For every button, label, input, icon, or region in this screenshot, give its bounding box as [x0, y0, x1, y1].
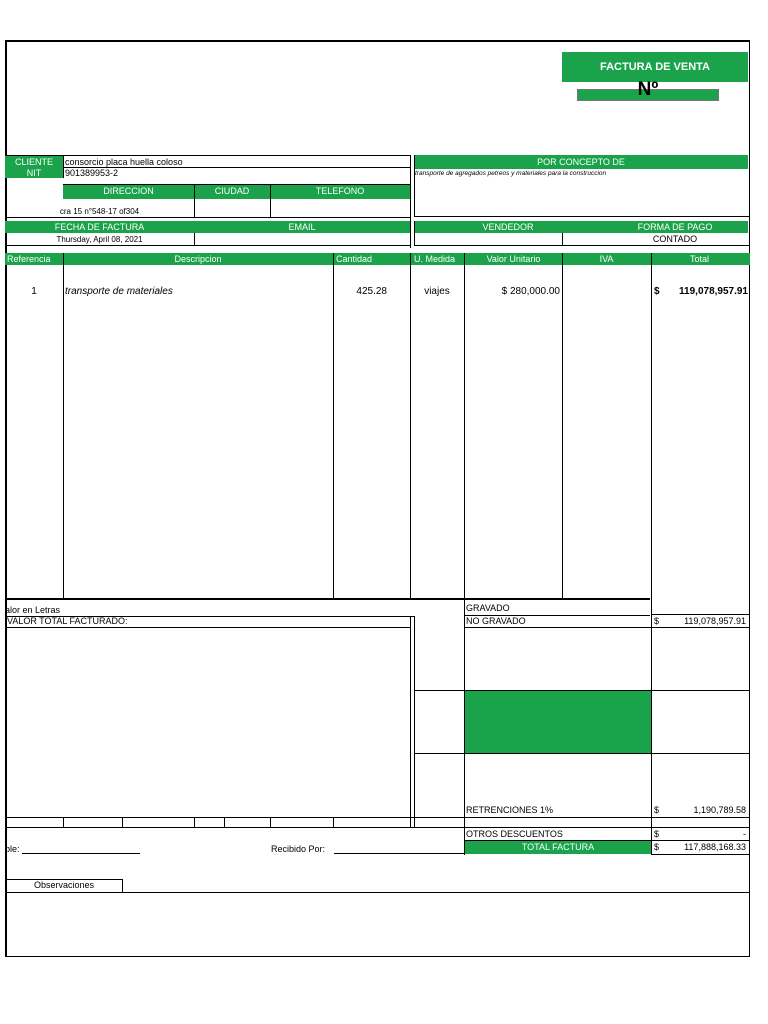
invoice-title: FACTURA DE VENTA	[600, 61, 710, 73]
valor-letras-label: alor en Letras	[5, 605, 61, 615]
retenciones-label: RETRENCIONES 1%	[466, 805, 554, 815]
row-unit-price: $ 280,000.00	[501, 286, 560, 297]
forma-pago-value: CONTADO	[652, 234, 698, 244]
otros-symbol: $	[654, 829, 660, 839]
col-iva: IVA	[599, 254, 614, 264]
fecha-value: Thursday, April 08, 2021	[56, 235, 143, 244]
vendedor-label: VENDEDOR	[482, 222, 534, 232]
no-gravado-value: 119,078,957.91	[684, 616, 746, 626]
direccion-value: cra 15 n°548-17 of304	[59, 207, 140, 216]
total-factura-label: TOTAL FACTURA	[521, 842, 595, 852]
ciudad-label: CIUDAD	[214, 186, 250, 196]
firma-label: ble:	[5, 844, 20, 854]
cliente-value: consorcio placa huella coloso	[65, 157, 183, 167]
col-u-medida: U. Medida	[414, 254, 456, 264]
forma-pago-label: FORMA DE PAGO	[637, 222, 713, 232]
row-total: 119,078,957.91	[679, 286, 748, 297]
row-total-symbol: $	[654, 286, 660, 297]
no-gravado-label: NO GRAVADO	[466, 616, 526, 626]
row-qty: 425.28	[356, 286, 387, 297]
firma-line	[22, 853, 140, 854]
summary-green-block	[465, 691, 651, 753]
total-factura-value: 117,888,168.33	[684, 842, 746, 852]
telefono-label: TELEFONO	[315, 186, 365, 196]
gravado-label: GRAVADO	[466, 603, 510, 613]
concepto-label: POR CONCEPTO DE	[537, 157, 625, 167]
email-label: EMAIL	[288, 222, 316, 232]
recibido-label: Recibido Por:	[271, 844, 326, 854]
col-total: Total	[689, 254, 709, 264]
no-gravado-symbol: $	[654, 616, 660, 626]
row-desc: transporte de materiales	[65, 286, 173, 297]
observaciones-label: Observaciones	[33, 880, 95, 890]
col-valor-unitario: Valor Unitario	[486, 254, 541, 264]
row-unit: viajes	[424, 286, 450, 297]
retenciones-value: 1,190,789.58	[693, 805, 746, 815]
direccion-label: DIRECCION	[103, 186, 154, 196]
nit-value: 901389953-2	[65, 168, 119, 178]
otros-value: -	[743, 829, 746, 839]
invoice-number-label: Nº	[637, 79, 659, 100]
fecha-label: FECHA DE FACTURA	[54, 222, 145, 232]
otros-label: OTROS DESCUENTOS	[466, 829, 563, 839]
cliente-label: CLIENTE	[14, 157, 53, 167]
recibido-line	[334, 853, 464, 854]
nit-label: NIT	[26, 168, 42, 178]
col-cantidad: Cantidad	[336, 254, 373, 264]
total-factura-symbol: $	[654, 842, 660, 852]
retenciones-symbol: $	[654, 805, 660, 815]
concepto-value: transporte de agregados petreos y materiales para la construccion	[415, 170, 607, 177]
valor-total-label: VALOR TOTAL FACTURADO:	[7, 616, 128, 626]
col-descripcion: Descripcion	[174, 254, 222, 264]
col-referencia: Referencia	[7, 254, 51, 264]
row-ref: 1	[31, 286, 37, 297]
